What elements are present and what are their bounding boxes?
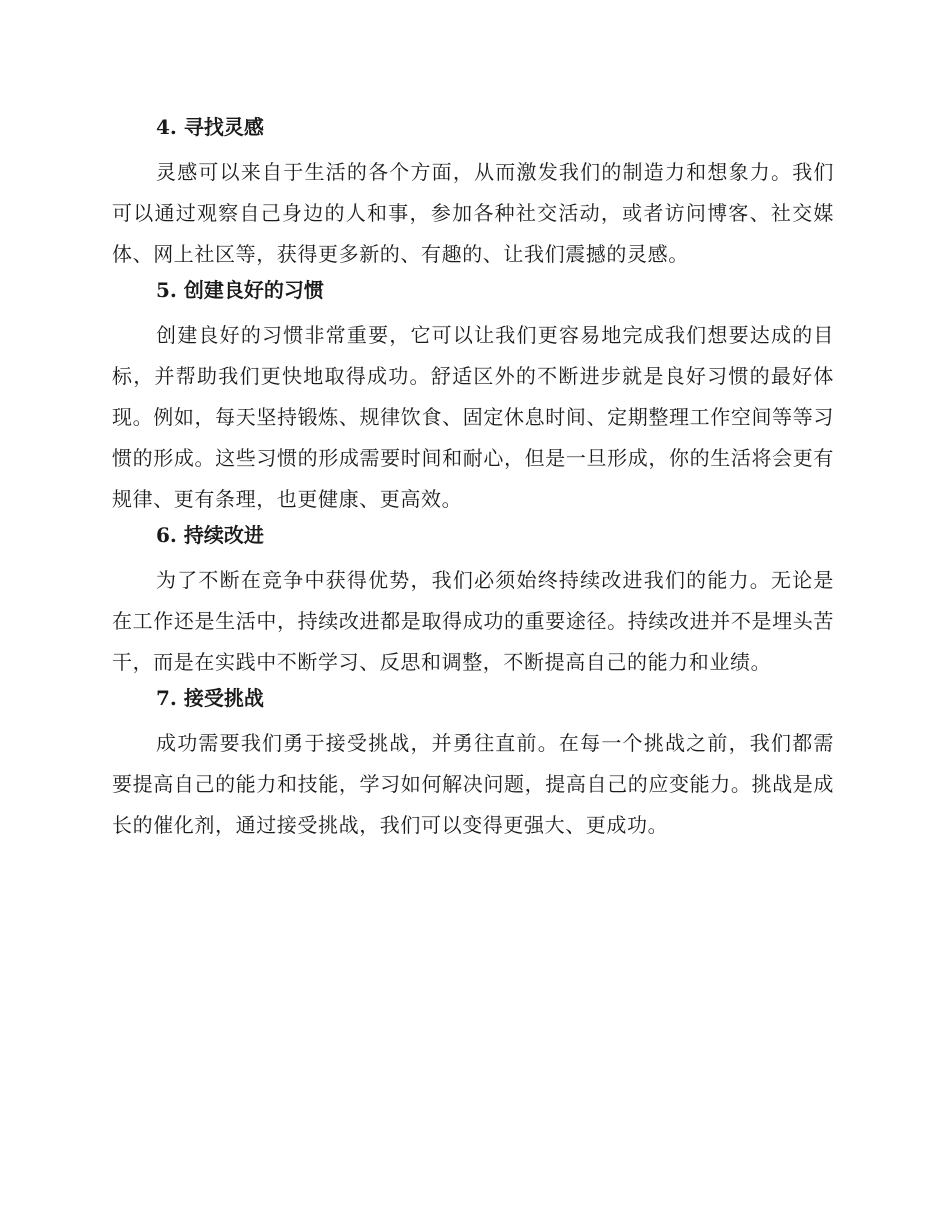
section-heading: 7. 接受挑战	[156, 686, 264, 710]
section-find-inspiration	[112, 112, 834, 275]
document-content	[112, 112, 834, 846]
section-heading: 4. 寻找灵感	[156, 115, 264, 139]
section-heading: 6. 持续改进	[156, 523, 264, 547]
section-paragraph: 灵感可以来自于生活的各个方面，从而激发我们的制造力和想象力。我们可以通过观察自己身边的人和事，参加各种社交活动，或者访问博客、社交媒体、网上社区等，获得更多新的、有趣的、让我们震撼的灵感。	[112, 160, 834, 266]
section-continuous-improvement	[112, 520, 834, 683]
section-heading: 5. 创建良好的习惯	[156, 278, 324, 302]
section-good-habits	[112, 275, 834, 520]
section-accept-challenges	[112, 683, 834, 846]
section-paragraph: 创建良好的习惯非常重要，它可以让我们更容易地完成我们想要达成的目标，并帮助我们更快地取得成功。舒适区外的不断进步就是良好习惯的最好体现。例如，每天坚持锻炼、规律饮食、固定休息时间、定期整理工作空间等等习惯的形成。这些习惯的形成需要时间和耐心，但是一旦形成，你的生活将会更有规律、更有条理，也更健康、更高效。	[112, 323, 834, 511]
section-paragraph: 成功需要我们勇于接受挑战，并勇往直前。在每一个挑战之前，我们都需要提高自己的能力和技能，学习如何解决问题，提高自己的应变能力。挑战是成长的催化剂，通过接受挑战，我们可以变得更强大、更成功。	[112, 731, 834, 837]
section-paragraph: 为了不断在竞争中获得优势，我们必须始终持续改进我们的能力。无论是在工作还是生活中，持续改进都是取得成功的重要途径。持续改进并不是埋头苦干，而是在实践中不断学习、反思和调整，不断提高自己的能力和业绩。	[112, 568, 834, 674]
